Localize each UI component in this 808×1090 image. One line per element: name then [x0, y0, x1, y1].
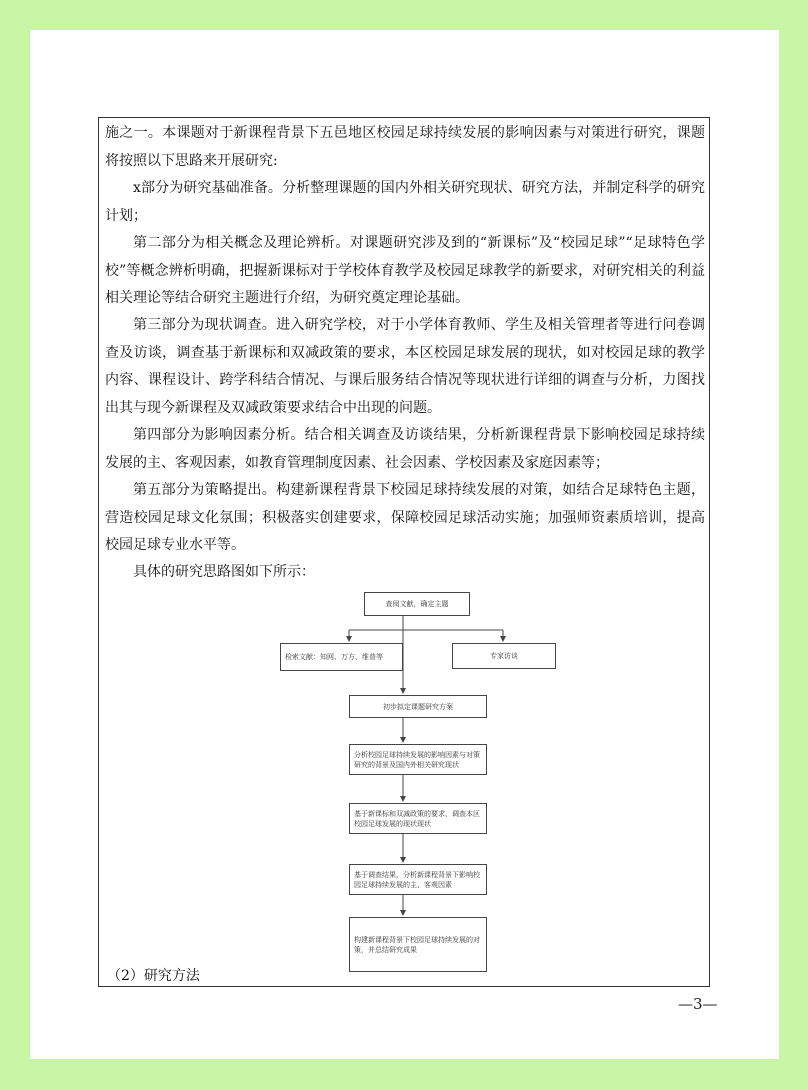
- flowchart-arrows: [99, 118, 711, 988]
- paragraph-part-1: x部分为研究基础准备。分析整理课题的国内外相关研究现状、研究方法，并制定科学的研究计划；: [105, 180, 705, 224]
- flow-step-survey-status: 基于新课标和双减政策的要求，调查本区校园足球发展的现状现状: [349, 803, 487, 834]
- flow-step-build-strategies: 构建新课程背景下校园足球持续发展的对策，并总结研究成果: [349, 917, 487, 972]
- flow-step-analyze-background: 分析校园足球持续发展的影响因素与对策研究的背景及国内外相关研究现状: [349, 744, 487, 775]
- flow-step-expert-interview: 专家访谈: [452, 643, 556, 669]
- paragraph-part-5: 第五部分为策略提出。构建新课程背景下校园足球持续发展的对策，如结合足球特色主题，营造校园足球文化氛围；积极落实创建要求，保障校园足球活动实施；加强师资素质培训，提高校园足球专业水平等。: [105, 482, 705, 553]
- section-heading-methods: （2）研究方法: [107, 968, 200, 984]
- flow-step-search-literature: 检索文献：知网、万方、维普等: [280, 643, 403, 671]
- flow-step-analyze-factors: 基于调查结果，分析新课程背景下影响校园足球持续发展的主、客观因素: [349, 864, 487, 895]
- paragraph-part-3: 第三部分为现状调查。进入研究学校，对于小学体育教师、学生及相关管理者等进行问卷调查及访谈，调查基于新课标和双减政策的要求，本区校园足球发展的现状，如对校园足球的教学内容、课程设计、跨学科结合情况、与课后服务结合情况等现状进行详细的调查与分析，力图找出其与现今新课程及双减政策要求结合中出现的问题。: [105, 317, 705, 416]
- document-page: [30, 30, 779, 1059]
- paragraph-part-4: 第四部分为影响因素分析。结合相关调查及访谈结果，分析新课程背景下影响校园足球持续发展的主、客观因素，如教育管理制度因素、社会因素、学校因素及家庭因素等；: [105, 427, 705, 471]
- paragraph-intro: 施之一。本课题对于新课程背景下五邑地区校园足球持续发展的影响因素与对策进行研究，课题将按照以下思路来开展研究:: [105, 125, 705, 169]
- paragraph-diagram-intro: 具体的研究思路图如下所示：: [133, 564, 315, 580]
- flow-step-review-literature: 查阅文献，确定主题: [364, 592, 470, 616]
- page-number: —3—: [678, 995, 718, 1013]
- paragraph-part-2: 第二部分为相关概念及理论辨析。对课题研究涉及到的“新课标”及“校园足球”“足球特色学校”等概念辨析明确，把握新课标对于学校体育教学及校园足球教学的新要求，对研究相关的利益相关理论等结合研究主题进行介绍，为研究奠定理论基础。: [105, 235, 705, 306]
- content-frame: [98, 117, 710, 987]
- flow-step-draft-plan: 初步拟定课题研究方案: [349, 695, 487, 718]
